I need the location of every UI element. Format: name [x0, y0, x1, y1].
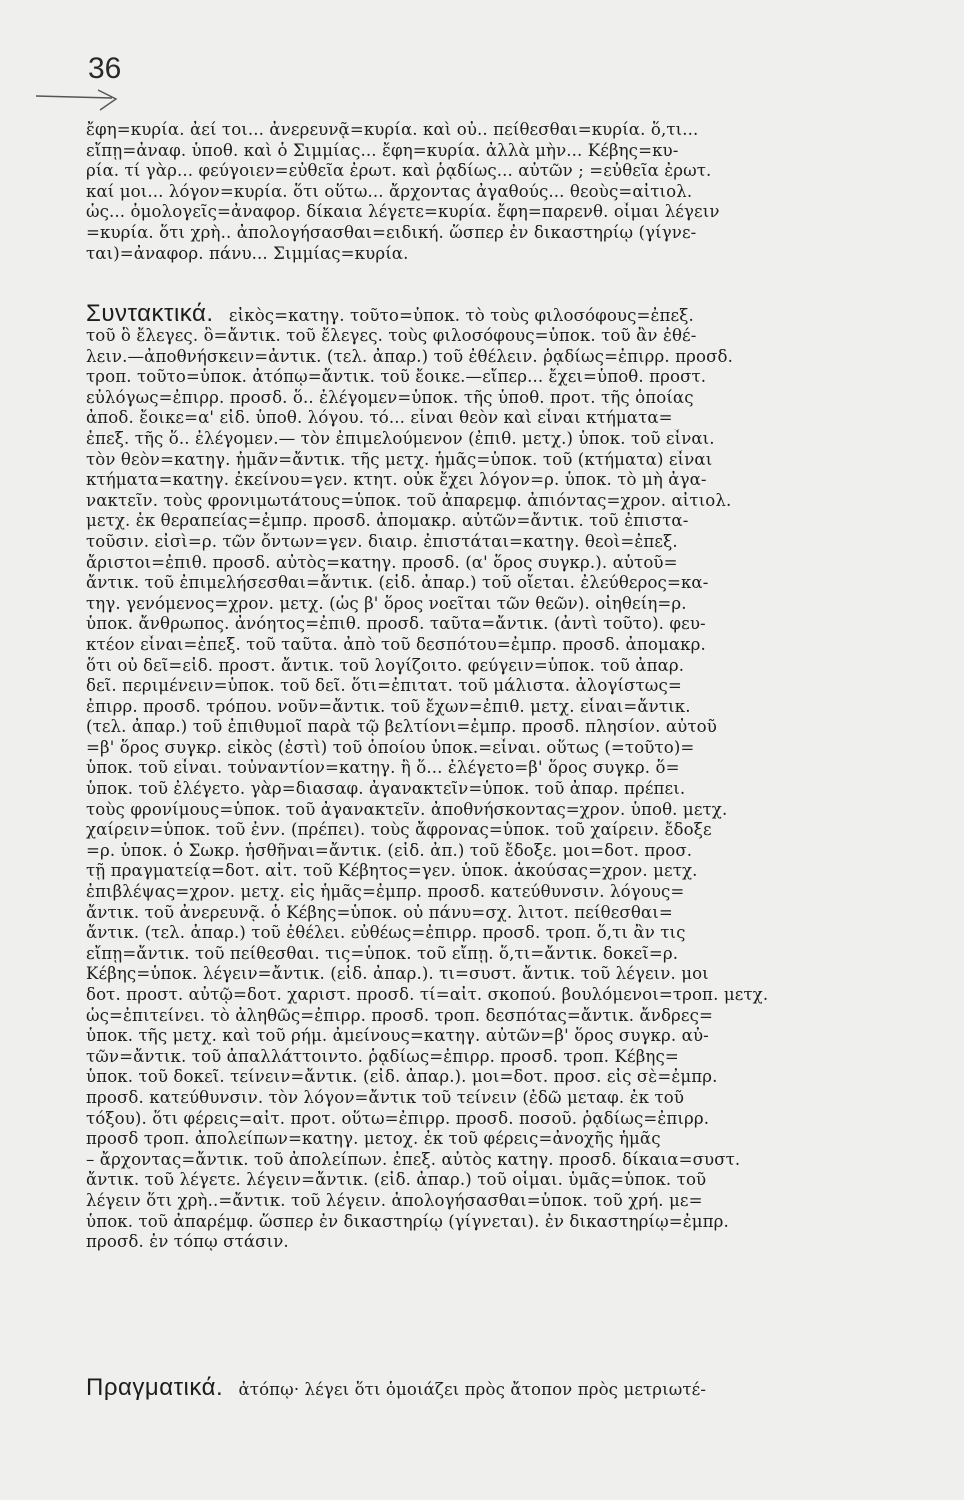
text-line: τὸν θεὸν=κατηγ. ἡμᾶν=ἄντικ. τῆς μετχ. ἡμᾶς=ὑποκ. τοῦ (κτήματα) εἶναι — [86, 449, 713, 469]
text-line: ἐπεξ. τῆς ὅ.. ἐλέγομεν.— τὸν ἐπιμελούμενον (ἐπιθ. μετχ.) ὑποκ. τοῦ εἶναι. — [86, 428, 715, 448]
text-line: ἄντικ. τοῦ λέγετε. λέγειν=ἄντικ. (εἰδ. ἀπαρ.) τοῦ οἶμαι. ὑμᾶς=ὑποκ. τοῦ — [86, 1170, 707, 1190]
text-line: ἀποδ. ἔοικε=α' εἰδ. ὑποθ. λόγου. τό... εἶναι θεὸν καὶ εἶναι κτήματα= — [86, 408, 673, 428]
text-line: ὅτι οὐ δεῖ=εἰδ. προστ. ἄντικ. τοῦ λογίζοιτο. φεύγειν=ὑποκ. τοῦ ἀπαρ. — [86, 655, 685, 675]
intro-paragraph — [86, 120, 912, 264]
text-line: τοὺς φρονίμους=ὑποκ. τοῦ ἀγανακτεῖν. ἀποθνήσκοντας=χρον. ὑποθ. μετχ. — [86, 799, 728, 819]
text-line: τῶν=ἄντικ. τοῦ ἀπαλλάττοιντο. ῥᾳδίως=ἐπιρρ. προσδ. τροπ. Κέβης= — [86, 1046, 679, 1066]
text-line: ἄντικ. τοῦ ἀνερευνᾷ. ὁ Κέβης=ὑποκ. οὐ πάνυ=σχ. λιτοτ. πείθεσθαι= — [86, 902, 673, 922]
pragmatika-heading: Πραγματικά. — [86, 1376, 224, 1400]
text-line: εὐλόγως=ἐπιρρ. προσδ. ὅ.. ἐλέγομεν=ὑποκ. τῆς ὑποθ. προτ. τῆς ὁποίας — [86, 387, 694, 407]
syntax-lines — [86, 326, 912, 1253]
text-line: εἴπῃ=ἄντικ. τοῦ πείθεσθαι. τις=ὑποκ. τοῦ εἴπῃ. ὅ,τι=ἄντικ. δοκεῖ=ρ. — [86, 943, 679, 963]
text-line: ἄντικ. (τελ. ἀπαρ.) τοῦ ἐθέλει. εὐθέως=ἐπιρρ. προσδ. τροπ. ὅ,τι ἂν τις — [86, 923, 686, 943]
text-line: προσδ. ἐν τόπῳ στάσιν. — [86, 1232, 289, 1252]
text-line: (τελ. ἀπαρ.) τοῦ ἐπιθυμοῖ παρὰ τῷ βελτίονι=ἐμπρ. προσδ. πλησίον. αὐτοῦ — [86, 717, 717, 737]
text-line: ὑποκ. τοῦ δοκεῖ. τείνειν=ἄντικ. (εἰδ. ἀπαρ.). μοι=δοτ. προσ. εἰς σὲ=ἐμπρ. — [86, 1067, 718, 1087]
text-line: ὑποκ. τοῦ ἀπαρέμφ. ὥσπερ ἐν δικαστηρίῳ (γίγνεται). ἐν δικαστηρίῳ=ἐμπρ. — [86, 1211, 729, 1231]
text-line: ἄριστοι=ἐπιθ. προσδ. αὐτὸς=κατηγ. προσδ. (α' ὅρος συγκρ.). αὑτοῦ= — [86, 552, 678, 572]
text-line: τροπ. τοῦτο=ὑποκ. ἀτόπῳ=ἄντικ. τοῦ ἔοικε.—εἴπερ... ἔχει=ὑποθ. προστ. — [86, 367, 707, 387]
syntax-lead-row — [86, 302, 912, 326]
text-line: ὡς... ὁμολογεῖς=ἀναφορ. δίκαια λέγετε=κυρία. ἔφη=παρενθ. οἶμαι λέγειν — [86, 202, 720, 222]
text-line: ὑποκ. τοῦ εἶναι. τοὐναντίον=κατηγ. ἢ ὅ... ἐλέγετο=β' ὅρος συγκρ. ὅ= — [86, 758, 680, 778]
text-line: ὑποκ. τοῦ ἐλέγετο. γὰρ=διασαφ. ἀγανακτεῖν=ὑποκ. τοῦ ἀπαρ. πρέπει. — [86, 779, 686, 799]
text-line: καί μοι... λόγον=κυρία. ὅτι οὕτω... ἄρχοντας ἀγαθούς... θεοὺς=αἰτιολ. — [86, 181, 693, 201]
text-line: μετχ. ἐκ θεραπείας=ἐμπρ. προσδ. ἀπομακρ. αὐτῶν=ἄντικ. τοῦ ἐπιστα- — [86, 511, 689, 531]
text-line: Κέβης=ὑποκ. λέγειν=ἄντικ. (εἰδ. ἀπαρ.). τι=συστ. ἄντικ. τοῦ λέγειν. μοι — [86, 964, 709, 984]
text-line: ται)=ἀναφορ. πάνυ... Σιμμίας=κυρία. — [86, 243, 409, 263]
text-line: =β' ὅρος συγκρ. εἰκὸς (ἐστὶ) τοῦ ὁποίου ὑποκ.=εἶναι. οὕτως (=τοῦτο)= — [86, 737, 695, 757]
text-line: δεῖ. περιμένειν=ὑποκ. τοῦ δεῖ. ὅτι=ἐπιτατ. τοῦ μάλιστα. ἀλογίστως= — [86, 676, 682, 696]
text-line: ἀτόπῳ· λέγει ὅτι ὁμοιάζει πρὸς ἄτοπον πρὸς μετριωτέ- — [238, 1380, 707, 1399]
text-line: νακτεῖν. τοὺς φρονιμωτάτους=ὑποκ. τοῦ ἀπαρεμφ. ἀπιόντας=χρον. αἰτιολ. — [86, 490, 732, 510]
text-line: ὑποκ. ἄνθρωπος. ἀνόητος=ἐπιθ. προσδ. ταῦτα=ἄντικ. (ἀντὶ τοῦτο). φευ- — [86, 614, 706, 634]
text-line: ἐπιβλέψας=χρον. μετχ. εἰς ἡμᾶς=ἐμπρ. προσδ. κατεύθυνσιν. λόγους= — [86, 882, 685, 902]
margin-pencil-mark — [34, 86, 124, 116]
text-line: προσδ. κατεύθυνσιν. τὸν λόγον=ἄντικ τοῦ τείνειν (ἐδῶ μεταφ. ἐκ τοῦ — [86, 1087, 685, 1107]
text-line: τοῦ ὃ ἔλεγες. ὃ=ἄντικ. τοῦ ἔλεγες. τοὺς φιλοσόφους=ὑποκ. τοῦ ἂν ἐθέ- — [86, 326, 697, 345]
text-line: τόξου). ὅτι φέρεις=αἰτ. προτ. οὕτω=ἐπιρρ. προσδ. ποσοῦ. ῥᾳδίως=ἐπιρρ. — [86, 1108, 710, 1128]
pragmatika-section — [86, 1376, 912, 1400]
text-line: =κυρία. ὅτι χρὴ.. ἀπολογήσασθαι=ειδική. ὥσπερ ἐν δικαστηρίῳ (γίγνε- — [86, 222, 697, 242]
text-line: =ρ. ὑποκ. ὁ Σωκρ. ἡσθῆναι=ἄντικ. (εἰδ. ἀπ.) τοῦ ἔδοξε. μοι=δοτ. προσ. — [86, 840, 693, 860]
text-line: τηγ. γενόμενος=χρον. μετχ. (ὡς β' ὅρος νοεῖται τῶν θεῶν). οἰηθείη=ρ. — [86, 593, 687, 613]
text-line: ἔφη=κυρία. ἀεί τοι... ἀνερευνᾷ=κυρία. καὶ οὐ.. πείθεσθαι=κυρία. ὅ,τι... — [86, 120, 699, 139]
text-line: λέγειν ὅτι χρὴ..=ἄντικ. τοῦ λέγειν. ἀπολογήσασθαι=ὑποκ. τοῦ χρή. με= — [86, 1190, 703, 1210]
text-line: ρία. τί γὰρ... φεύγοιεν=εὐθεῖα ἐρωτ. καὶ ῥᾳδίως... αὐτῶν ; =εὐθεῖα ἐρωτ. — [86, 161, 712, 181]
text-line: ὡς=ἐπιτείνει. τὸ ἀληθῶς=ἐπιρρ. προσδ. τροπ. δεσπότας=ἄντικ. ἄνδρες= — [86, 1005, 713, 1025]
syntax-heading: Συντακτικά. — [86, 302, 214, 326]
text-line: τοῦσιν. εἰσὶ=ρ. τῶν ὄντων=γεν. διαιρ. ἐπιστάται=κατηγ. θεοὶ=ἐπεξ. — [86, 531, 678, 551]
pragmatika-lead-row — [86, 1376, 912, 1400]
text-line: ἐπιρρ. προσδ. τρόπου. νοῦν=ἄντικ. τοῦ ἔχων=ἐπιθ. μετχ. εἶναι=ἄντικ. — [86, 696, 691, 716]
text-line: ἄντικ. τοῦ ἐπιμελήσεσθαι=ἄντικ. (εἰδ. ἀπαρ.) τοῦ οἴεται. ἐλεύθερος=κα- — [86, 573, 709, 593]
text-line: λειν.—ἀποθνήσκειν=ἀντικ. (τελ. ἀπαρ.) τοῦ ἐθέλειν. ῥᾳδίως=ἐπιρρ. προσδ. — [86, 346, 733, 366]
text-line: – ἄρχοντας=ἄντικ. τοῦ ἀπολείπων. ἐπεξ. αὐτὸς κατηγ. προσδ. δίκαια=συστ. — [86, 1149, 741, 1169]
text-line: εἴπῃ=ἀναφ. ὑποθ. καὶ ὁ Σιμμίας... ἔφη=κυρία. ἀλλὰ μὴν... Κέβης=κυ- — [86, 140, 679, 160]
text-line: κτήματα=κατηγ. ἐκείνου=γεν. κτητ. οὐκ ἔχει λόγον=ρ. ὑποκ. τὸ μὴ ἀγα- — [86, 470, 707, 490]
text-line: προσδ τροπ. ἀπολείπων=κατηγ. μετοχ. ἐκ τοῦ φέρεις=ἀνοχῆς ἡμᾶς — [86, 1129, 661, 1149]
text-line: τῇ πραγματείᾳ=δοτ. αἰτ. τοῦ Κέβητος=γεν. ὑποκ. ἀκούσας=χρον. μετχ. — [86, 861, 698, 881]
text-line: δοτ. προστ. αὐτῷ=δοτ. χαριστ. προσδ. τί=αἰτ. σκοπού. βουλόμενοι=τροπ. μετχ. — [86, 985, 769, 1004]
text-line: κτέον εἶναι=ἐπεξ. τοῦ ταῦτα. ἀπὸ τοῦ δεσπότου=ἐμπρ. προσδ. ἀπομακρ. — [86, 634, 706, 654]
text-line: χαίρειν=ὑποκ. τοῦ ἐνν. (πρέπει). τοὺς ἄφρονας=ὑποκ. τοῦ χαίρειν. ἔδοξε — [86, 820, 712, 840]
syntax-section — [86, 302, 912, 1253]
text-line: ὑποκ. τῆς μετχ. καὶ τοῦ ρήμ. ἀμείνους=κατηγ. αὐτῶν=β' ὅρος συγκρ. αὐ- — [86, 1026, 709, 1046]
text-line: εἰκὸς=κατηγ. τοῦτο=ὑποκ. τὸ τοὺς φιλοσόφους=ἐπεξ. — [228, 306, 694, 325]
page-number: 36 — [88, 52, 122, 85]
